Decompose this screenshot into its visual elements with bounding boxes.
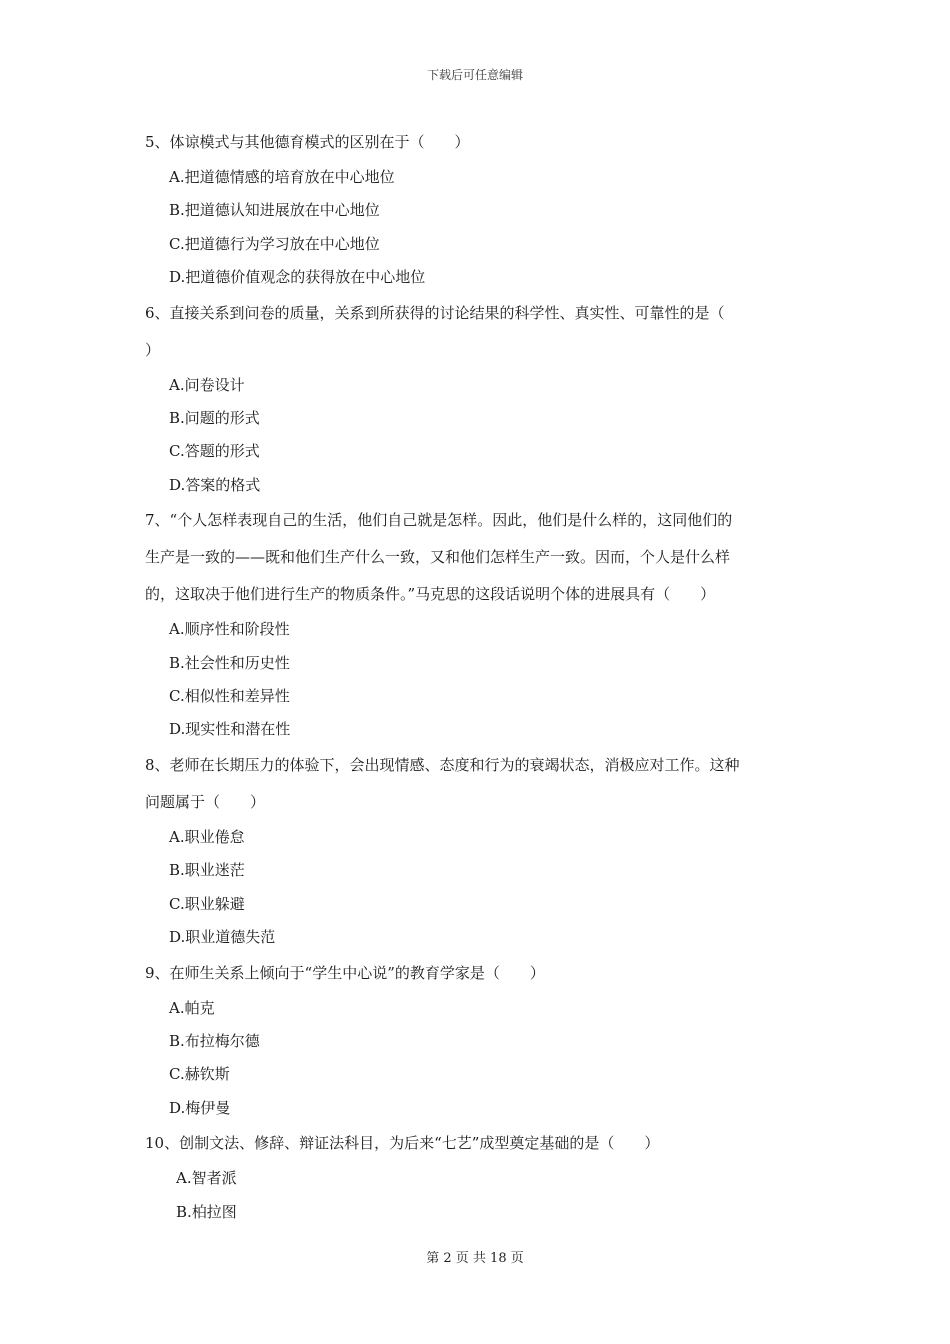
page-header: 下载后可任意编辑 [426, 68, 523, 82]
option-c: C.把道德行为学习放在中心地位 [169, 234, 380, 253]
question-line: ） [145, 340, 161, 359]
question-line: 7、“个人怎样表现自己的生活，他们自己就是怎样。因此，他们是什么样的，这同他们的 [145, 511, 733, 530]
question-5-stem [145, 124, 810, 161]
question-8-stem [145, 747, 810, 821]
question-line: 的，这取决于他们进行生产的物质条件。”马克思的这段话说明个体的进展具有（ ） [145, 585, 716, 604]
question-6-stem [145, 295, 810, 369]
option-d: D.把道德价值观念的获得放在中心地位 [169, 268, 426, 287]
question-10-stem [145, 1125, 810, 1162]
option-a: A.顺序性和阶段性 [169, 620, 290, 639]
question-line: 6、直接关系到问卷的质量，关系到所获得的讨论结果的科学性、真实性、可靠性的是（ [145, 303, 725, 322]
question-line: 问题属于（ ） [145, 792, 266, 811]
question-7 [145, 502, 810, 747]
option-c: C.职业躲避 [169, 894, 245, 913]
question-10 [145, 1125, 810, 1229]
question-line: 5、体谅模式与其他德育模式的区别在于（ ） [145, 133, 470, 151]
question-9-stem [145, 955, 810, 992]
option-b: B.柏拉图 [176, 1202, 237, 1221]
option-c: C.答题的形式 [169, 442, 260, 461]
option-a: A.职业倦怠 [169, 827, 245, 846]
option-d: D.答案的格式 [169, 475, 261, 494]
question-line: 生产是一致的——既和他们生产什么一致，又和他们怎样生产一致。因而，个人是什么样 [145, 548, 731, 567]
question-6 [145, 295, 810, 503]
option-b: B.把道德认知进展放在中心地位 [169, 201, 380, 220]
option-c: C.赫钦斯 [169, 1065, 230, 1084]
question-7-stem [145, 502, 810, 613]
question-5 [145, 124, 810, 295]
question-line: 10、创制文法、修辞、辩证法科目，为后来“七艺”成型奠定基础的是（ ） [145, 1134, 660, 1153]
question-8 [145, 747, 810, 955]
option-d: D.职业道德失范 [169, 928, 276, 947]
option-a: A.智者派 [176, 1169, 237, 1188]
option-a: A.帕克 [169, 998, 215, 1017]
option-b: B.布拉梅尔德 [169, 1031, 260, 1050]
question-line: 9、在师生关系上倾向于“学生中心说”的教育学家是（ ） [145, 963, 545, 982]
option-b: B.职业迷茫 [169, 861, 245, 880]
option-b: B.社会性和历史性 [169, 653, 290, 672]
option-a: A.把道德情感的培育放在中心地位 [169, 168, 395, 186]
option-b: B.问题的形式 [169, 409, 260, 428]
option-d: D.现实性和潜在性 [169, 720, 291, 739]
option-d: D.梅伊曼 [169, 1098, 231, 1117]
question-9 [145, 955, 810, 1126]
question-line: 8、老师在长期压力的体验下，会出现情感、态度和行为的衰竭状态，消极应对工作。这种 [145, 755, 740, 774]
option-c: C.相似性和差异性 [169, 687, 290, 706]
option-a: A.问卷设计 [169, 375, 245, 394]
page-footer: 第 2 页 共 18 页 [426, 1251, 524, 1266]
document-body [145, 124, 810, 1229]
